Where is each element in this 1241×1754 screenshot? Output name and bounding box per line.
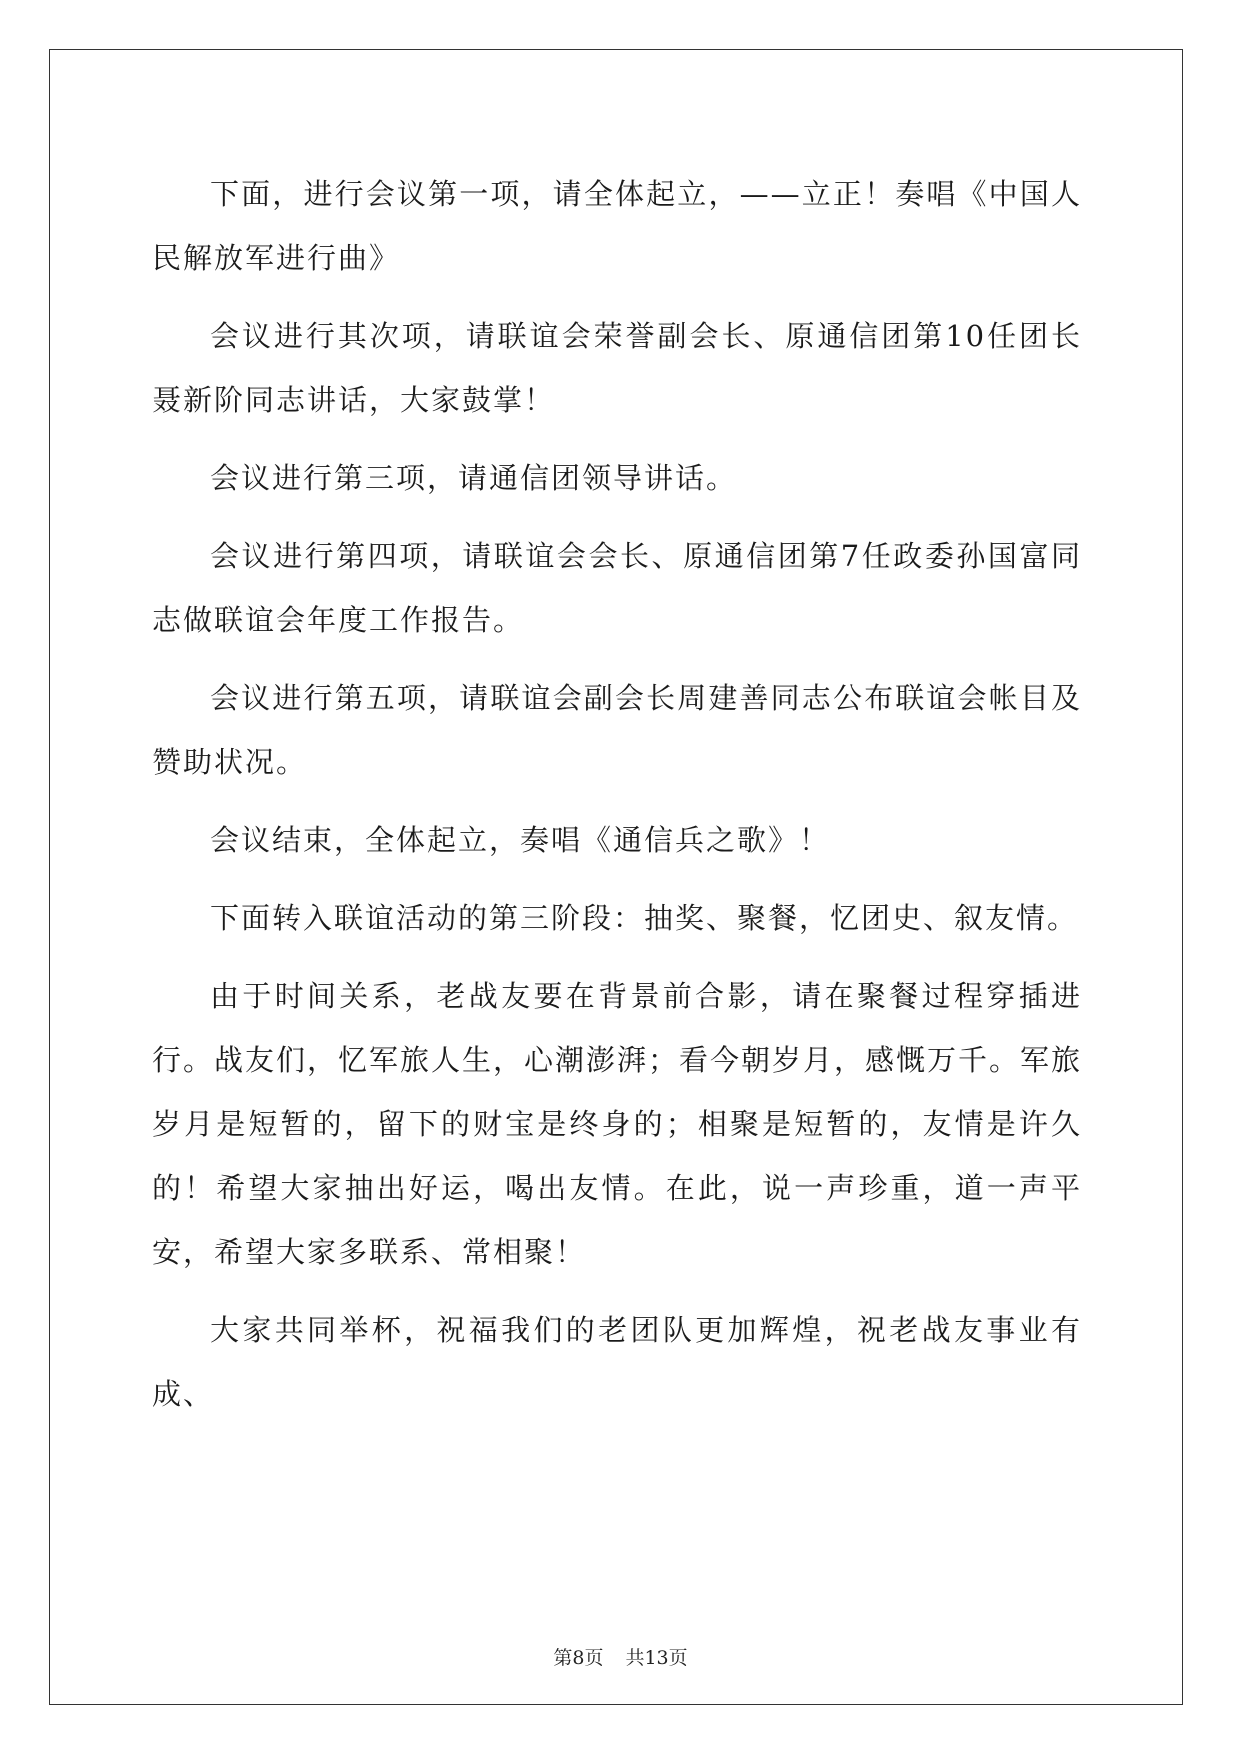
paragraph: 大家共同举杯，祝福我们的老团队更加辉煌，祝老战友事业有成、 <box>152 1313 1082 1411</box>
page-number: 第8页 <box>553 1647 604 1669</box>
paragraph: 由于时间关系，老战友要在背景前合影，请在聚餐过程穿插进行。战友们，忆军旅人生，心潮澎湃；看今朝岁月，感慨万千。军旅岁月是短暂的，留下的财宝是终身的；相聚是短暂的，友情是许久的！希望大家抽出好运，喝出友情。在此，说一声珍重，道一声平安，希望大家多联系、常相聚！ <box>152 979 1083 1269</box>
paragraph: 会议进行第五项，请联谊会副会长周建善同志公布联谊会帐目及赞助状况。 <box>152 681 1082 779</box>
paragraph: 下面转入联谊活动的第三阶段：抽奖、聚餐，忆团史、叙友情。 <box>210 901 1079 935</box>
paragraph: 会议进行其次项，请联谊会荣誉副会长、原通信团第10任团长聂新阶同志讲话，大家鼓掌！ <box>152 319 1082 417</box>
page-footer <box>0 1643 1241 1670</box>
page-total: 共13页 <box>625 1647 688 1669</box>
document-body <box>152 162 1082 1440</box>
paragraph: 会议结束，全体起立，奏唱《通信兵之歌》！ <box>210 823 831 857</box>
paragraph: 下面，进行会议第一项，请全体起立，——立正！奏唱《中国人民解放军进行曲》 <box>152 177 1082 275</box>
paragraph: 会议进行第四项，请联谊会会长、原通信团第7任政委孙国富同志做联谊会年度工作报告。 <box>152 539 1082 637</box>
paragraph: 会议进行第三项，请通信团领导讲话。 <box>210 461 738 495</box>
